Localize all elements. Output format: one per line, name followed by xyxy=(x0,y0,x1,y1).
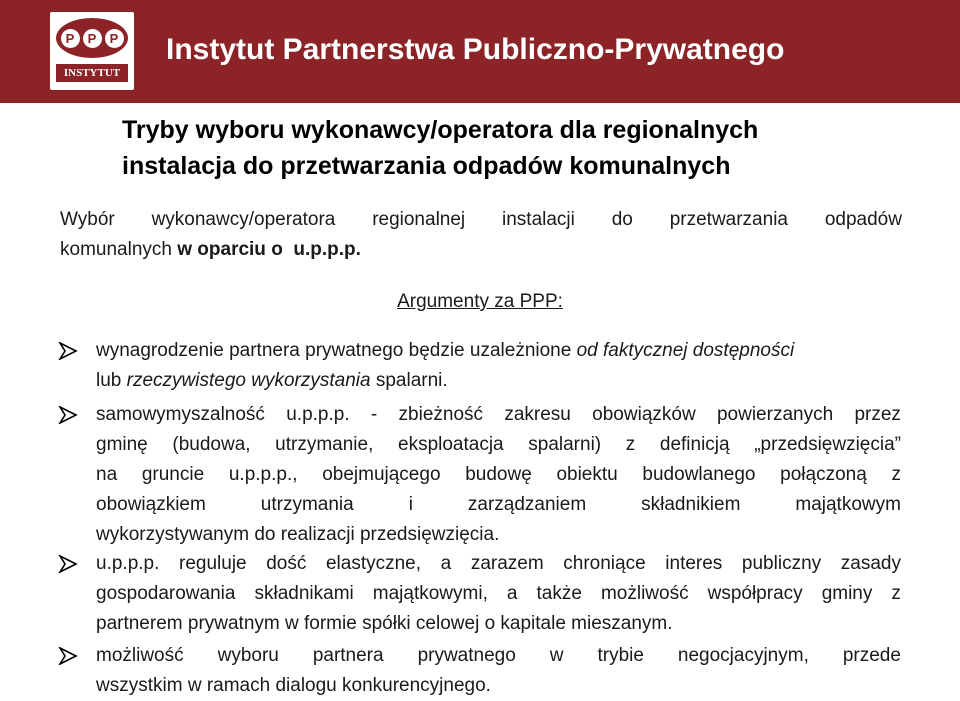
argument-word: samowymyszalność xyxy=(96,404,265,425)
argument-word: z xyxy=(625,434,636,455)
argument-text xyxy=(96,549,901,639)
arrowhead-bullet-icon xyxy=(58,406,78,424)
argument-text-plain: lub xyxy=(96,370,127,391)
intro-line xyxy=(60,235,902,265)
argument-line xyxy=(96,336,901,366)
argument-word: obowiązków xyxy=(592,404,696,425)
argument-word: możliwość xyxy=(600,583,689,604)
argument-word: partnera xyxy=(312,645,384,666)
argument-word: utrzymania xyxy=(260,494,354,515)
argument-word: negocjacyjnym, xyxy=(677,645,809,666)
organization-title: Instytut Partnerstwa Publiczno-Prywatnego xyxy=(166,33,785,66)
argument-word: a xyxy=(440,553,452,574)
intro-word: do xyxy=(611,209,633,230)
intro-bold-text: w oparciu o u.p.p.p. xyxy=(177,239,361,260)
argument-word: elastyczne, xyxy=(325,553,422,574)
argument-line xyxy=(96,579,901,609)
argument-word: przede xyxy=(842,645,901,666)
argument-line xyxy=(96,641,901,671)
argument-text xyxy=(96,336,901,396)
argument-word: składnikami xyxy=(254,583,354,604)
argument-word: obiektu xyxy=(556,464,618,485)
logo-letter: P xyxy=(83,29,102,48)
intro-word: Wybór xyxy=(60,209,115,230)
argument-word: budowę xyxy=(465,464,532,485)
argument-word: połączoną xyxy=(780,464,867,485)
argument-text-plain: spalarni. xyxy=(370,370,448,391)
argument-word: gruncie xyxy=(141,464,205,485)
intro-word: regionalnej xyxy=(372,209,466,230)
logo-letter: P xyxy=(105,29,124,48)
header-banner xyxy=(0,0,960,103)
argument-word: gminę xyxy=(96,434,148,455)
argument-word: zarządzaniem xyxy=(467,494,587,515)
arguments-heading: Argumenty za PPP: xyxy=(397,291,563,312)
argument-text xyxy=(96,641,901,701)
argument-line xyxy=(96,430,901,460)
argument-word: budowlanego xyxy=(642,464,756,485)
ppp-logo xyxy=(50,12,134,90)
argument-text-plain: wynagrodzenie partnera prywatnego będzie uzależnione xyxy=(96,340,577,361)
argument-word: u.p.p.p., xyxy=(228,464,298,485)
argument-word: na xyxy=(96,464,118,485)
logo-label: INSTYTUT xyxy=(56,64,128,82)
argument-line: wszystkim w ramach dialogu konkurencyjnego. xyxy=(96,675,491,696)
argument-word: definicją xyxy=(659,434,730,455)
argument-word: dość xyxy=(266,553,307,574)
argument-word: składnikiem xyxy=(641,494,741,515)
argument-word: - xyxy=(370,404,378,425)
argument-word: zbieżność xyxy=(398,404,484,425)
argument-word: (budowa, xyxy=(172,434,251,455)
argument-word: majątkowym xyxy=(795,494,901,515)
argument-word: z xyxy=(891,583,901,604)
argument-text-italic: rzeczywistego wykorzystania xyxy=(126,370,371,391)
logo-letters xyxy=(56,18,128,58)
argument-word: powierzanych xyxy=(716,404,834,425)
argument-word: gospodarowania xyxy=(96,583,236,604)
intro-word: instalacji xyxy=(502,209,575,230)
arrowhead-bullet-icon xyxy=(58,342,78,360)
argument-line xyxy=(96,549,901,579)
intro-paragraph xyxy=(60,205,902,265)
argument-word: prywatnego xyxy=(417,645,516,666)
slide-title-line: Tryby wyboru wykonawcy/operatora dla regionalnych xyxy=(122,116,759,144)
argument-word: przez xyxy=(854,404,901,425)
argument-word: majątkowymi, xyxy=(372,583,488,604)
argument-line xyxy=(96,400,901,430)
argument-word: wyboru xyxy=(217,645,279,666)
argument-word: i xyxy=(408,494,413,515)
slide-title xyxy=(122,112,882,184)
argument-word: zasady xyxy=(840,553,901,574)
argument-word: trybie xyxy=(597,645,644,666)
argument-word: spalarni) xyxy=(528,434,602,455)
intro-word: odpadów xyxy=(824,209,902,230)
intro-word: wykonawcy/operatora xyxy=(151,209,336,230)
slide-title-line: instalacja do przetwarzania odpadów komunalnych xyxy=(122,152,731,180)
logo-letter: P xyxy=(61,29,80,48)
argument-line xyxy=(96,460,901,490)
intro-line xyxy=(60,205,902,235)
arrowhead-bullet-icon xyxy=(58,555,78,573)
argument-word: zarazem xyxy=(470,553,544,574)
argument-word: z xyxy=(891,464,901,485)
argument-word: gminy xyxy=(821,583,873,604)
argument-word: „przedsięwzięcia” xyxy=(754,434,901,455)
argument-word: utrzymanie, xyxy=(275,434,374,455)
argument-line xyxy=(96,490,901,520)
argument-text xyxy=(96,400,901,550)
argument-word: obowiązkiem xyxy=(96,494,206,515)
argument-text-italic: od faktycznej dostępności xyxy=(576,340,795,361)
intro-text: komunalnych xyxy=(60,239,178,260)
intro-word: przetwarzania xyxy=(669,209,788,230)
argument-word: publiczny xyxy=(741,553,822,574)
argument-word: u.p.p.p. xyxy=(96,553,160,574)
argument-word: możliwość xyxy=(96,645,184,666)
argument-line xyxy=(96,366,901,396)
argument-line: wykorzystywanym do realizacji przedsięwzięcia. xyxy=(96,524,500,545)
argument-word: obejmującego xyxy=(322,464,441,485)
arrowhead-bullet-icon xyxy=(58,647,78,665)
argument-word: także xyxy=(536,583,582,604)
argument-word: a xyxy=(506,583,518,604)
argument-word: zakresu xyxy=(504,404,571,425)
argument-word: u.p.p.p. xyxy=(286,404,350,425)
argument-word: współpracy xyxy=(707,583,803,604)
argument-word: eksploatacja xyxy=(398,434,504,455)
argument-word: reguluje xyxy=(179,553,247,574)
argument-word: interes xyxy=(665,553,723,574)
argument-word: w xyxy=(549,645,564,666)
argument-line: partnerem prywatnym w formie spółki celowej o kapitale mieszanym. xyxy=(96,613,673,634)
argument-word: chroniące xyxy=(563,553,646,574)
